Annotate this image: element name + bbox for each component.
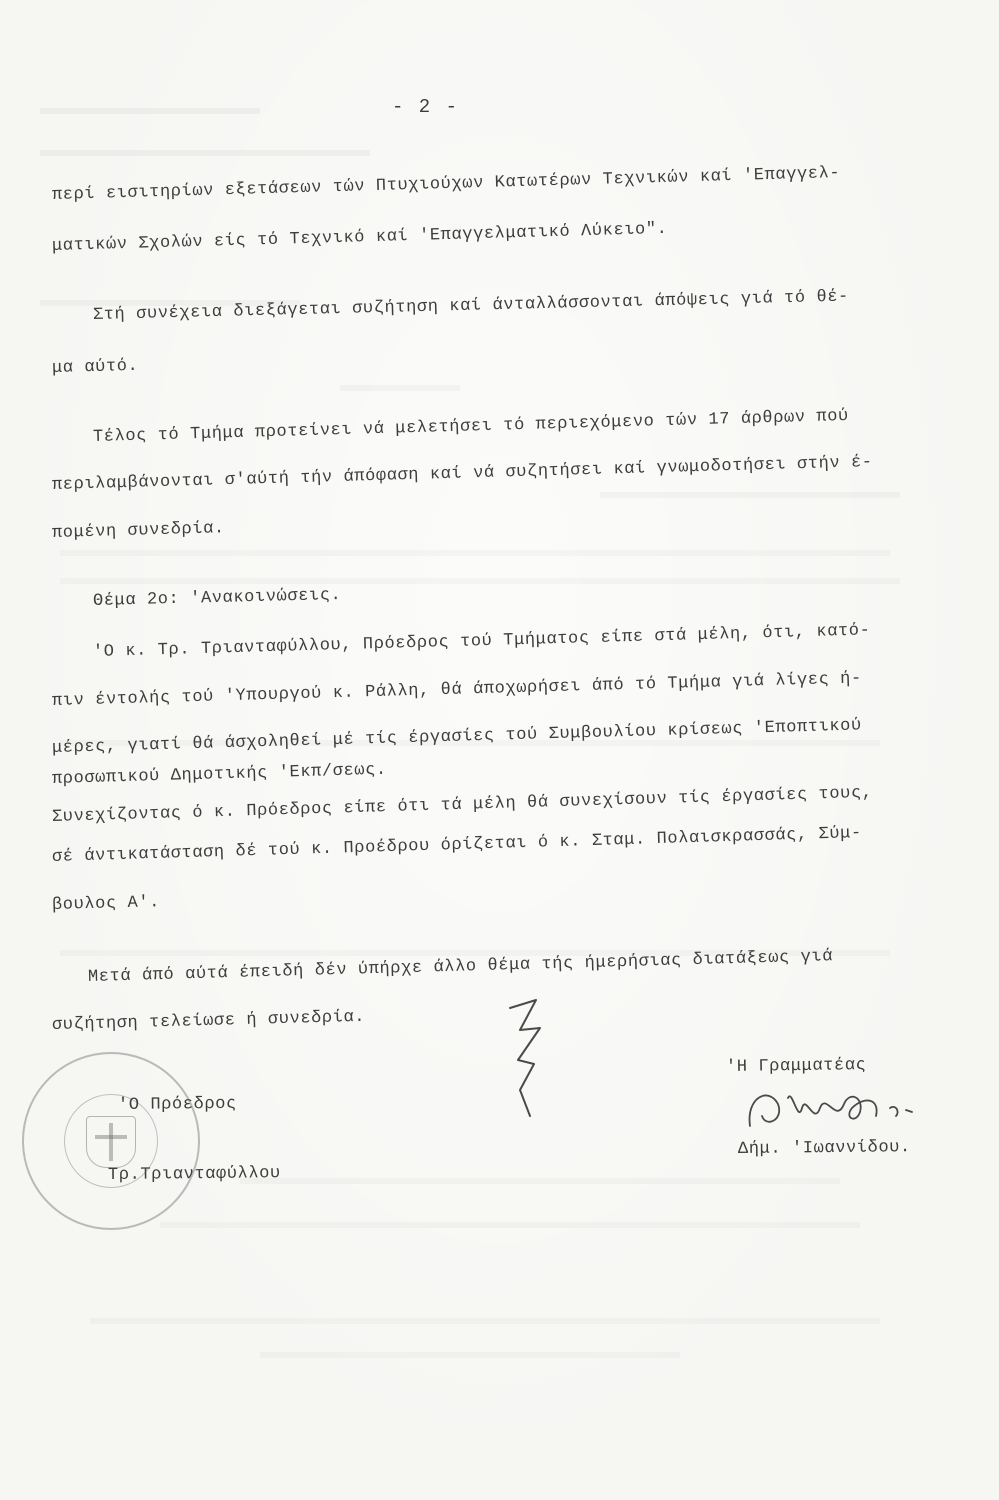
secretary-name: Δήμ. 'Ιωαννίδου. bbox=[737, 1138, 911, 1159]
page-number: - 2 - bbox=[392, 96, 460, 118]
bleed-through-mark bbox=[90, 1318, 880, 1334]
body-line: μέρες, γιατί θά άσχοληθεί μέ τίς έργασίες τού Συμβουλίου κρίσεως 'Εποπτικού bbox=[51, 716, 863, 758]
coat-of-arms-icon bbox=[86, 1116, 136, 1168]
body-line: Μετά άπό αύτά έπειδή δέν ύπήρχε άλλο θέμα τής ήμερήσιας διατάξεως γιά bbox=[87, 947, 834, 987]
body-line: 'Ο κ. Τρ. Τριανταφύλλου, Πρόεδρος τού Τμήματος είπε στά μέλη, ότι, κατό- bbox=[92, 621, 871, 662]
body-line: πιν έντολής τού 'Υπουργού κ. Ράλλη, θά άποχωρήσει άπό τό Τμήμα γιά λίγες ή- bbox=[51, 669, 863, 711]
bleed-through-mark bbox=[600, 492, 900, 508]
body-line: περί εισιτηρίων εξετάσεων τών Πτυχιούχων Κατωτέρων Τεχνικών καί 'Επαγγελ- bbox=[51, 163, 841, 205]
body-line: Συνεχίζοντας ό κ. Πρόεδρος είπε ότι τά μέλη θά συνεχίσουν τίς έργασίες τους, bbox=[51, 783, 873, 827]
body-line: περιλαμβάνονται σ'αύτή τήν άπόφαση καί νά συζητήσει καί γνωμοδοτήσει στήν έ- bbox=[51, 453, 873, 495]
body-line: Στή συνέχεια διεξάγεται συζήτηση καί άνταλλάσσονται άπόψεις γιά τό θέ- bbox=[92, 287, 850, 325]
official-stamp-seal bbox=[22, 1052, 200, 1230]
bleed-through-mark bbox=[260, 1352, 680, 1368]
secretary-handwritten-signature bbox=[740, 1068, 930, 1148]
body-line: πομένη συνεδρία. bbox=[51, 519, 226, 543]
president-name: Τρ.Τριανταφύλλου bbox=[107, 1164, 281, 1185]
body-line: ματικών Σχολών είς τό Τεχνικό καί 'Επαγγελματικό Λύκειο". bbox=[51, 219, 668, 256]
body-line: βουλος Α'. bbox=[51, 893, 161, 915]
handwritten-initial-signature bbox=[496, 990, 556, 1130]
bleed-through-mark bbox=[40, 108, 260, 124]
secretary-title: 'Η Γραμματέας bbox=[725, 1056, 867, 1077]
president-title: 'Ο Πρόεδρος bbox=[117, 1094, 237, 1115]
bleed-through-mark bbox=[40, 150, 370, 166]
body-line: συζήτηση τελείωσε ή συνεδρία. bbox=[51, 1007, 366, 1035]
bleed-through-mark bbox=[160, 1222, 860, 1238]
bleed-through-mark bbox=[60, 550, 890, 566]
body-line: Τέλος τό Τμήμα προτείνει νά μελετήσει τό περιεχόμενο τών 17 άρθρων πού bbox=[92, 406, 850, 447]
bleed-through-mark bbox=[240, 1178, 840, 1194]
body-line: προσωπικού Δημοτικής 'Εκπ/σεως. bbox=[51, 760, 387, 789]
section-heading: Θέμα 2ο: 'Ανακοινώσεις. bbox=[92, 585, 342, 611]
bleed-through-mark bbox=[340, 385, 460, 401]
body-line: σέ άντικατάσταση δέ τού κ. Προέδρου όρίζεται ό κ. Σταμ. Πολαισκρασσάς, Σύμ- bbox=[51, 823, 863, 867]
body-line: μα αύτό. bbox=[51, 356, 139, 378]
